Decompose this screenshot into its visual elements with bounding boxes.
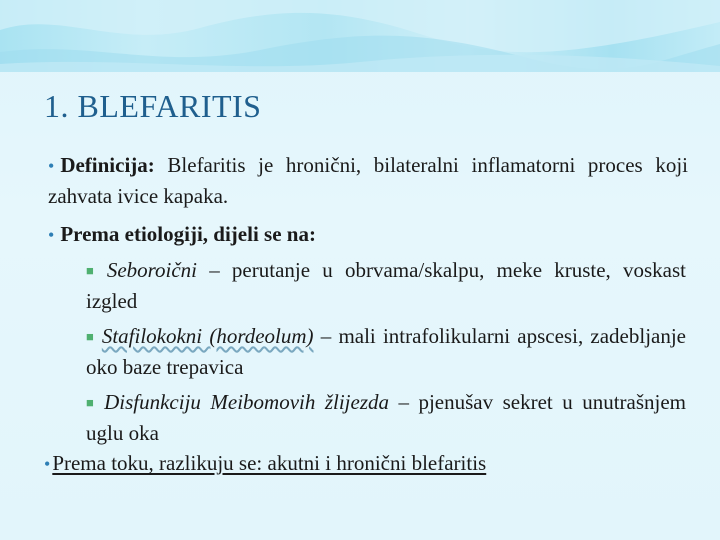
bullet-icon: •	[44, 454, 51, 474]
etiology-item-text: – mali intrafolikularni apscesi, zadebljanje oko baze trepavica	[86, 324, 686, 379]
etiology-item-text: – perutanje u obrvama/skalpu, meke kruste, voskast izgled	[86, 258, 686, 313]
etiology-item-name: Seboroični	[106, 258, 198, 282]
square-bullet-icon: ■	[86, 395, 99, 410]
etiology-item-name: Stafilokokni (hordeolum)	[101, 324, 314, 348]
square-bullet-icon: ■	[86, 329, 96, 344]
definition-paragraph	[48, 150, 688, 211]
etiology-heading: Prema etiologiji, dijeli se na:	[60, 222, 316, 246]
bullet-icon: •	[48, 225, 55, 245]
etiology-item	[86, 321, 686, 382]
wave-pattern-icon	[0, 0, 720, 72]
slide-content	[44, 150, 688, 479]
definition-text: Blefaritis je hronični, bilateralni inflamatorni proces koji zahvata ivice kapaka.	[48, 153, 688, 208]
bullet-icon: •	[48, 156, 55, 176]
slide-title: 1. BLEFARITIS	[44, 88, 262, 124]
etiology-item	[86, 387, 686, 448]
etiology-heading-line	[48, 219, 688, 250]
square-bullet-icon: ■	[86, 263, 101, 278]
course-text: Prema toku, razlikuju se: akutni i hronični blefaritis	[52, 451, 487, 475]
etiology-item	[86, 255, 686, 316]
course-line	[44, 448, 688, 479]
etiology-item-name: Disfunkciju Meibomovih žlijezda	[104, 390, 390, 414]
etiology-item-text: – pjenušav sekret u unutrašnjem uglu oka	[86, 390, 686, 445]
definition-term: Definicija:	[60, 153, 155, 177]
decorative-top-band	[0, 0, 720, 72]
